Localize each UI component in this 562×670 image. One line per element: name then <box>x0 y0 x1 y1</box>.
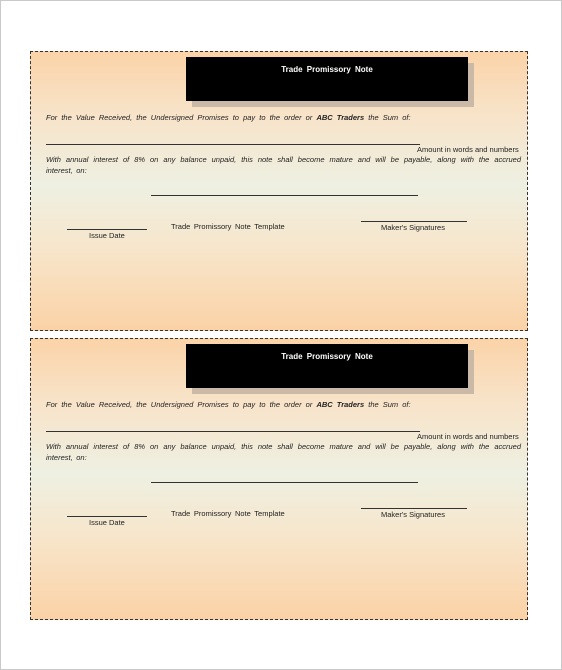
value-received-line <box>46 113 411 122</box>
makers-signature-label: Maker's Signatures <box>381 510 445 519</box>
promissory-note-2 <box>30 338 528 620</box>
issue-date-blank-line <box>67 516 147 517</box>
amount-label: Amount in words and numbers <box>417 145 519 154</box>
value-received-line <box>46 400 411 409</box>
amount-label: Amount in words and numbers <box>417 432 519 441</box>
signature-blank-line <box>361 508 467 509</box>
interest-text: With annual interest of 8% on any balance unpaid, this note shall become mature and will be payable, along with the accrued interest, on: <box>46 442 521 462</box>
payee-name: ABC Traders <box>316 400 365 409</box>
interest-text: With annual interest of 8% on any balance unpaid, this note shall become mature and will be payable, along with the accrued interest, on: <box>46 155 521 175</box>
template-label: Trade Promissory Note Template <box>171 509 285 518</box>
signature-blank-line <box>361 221 467 222</box>
amount-blank-line <box>46 431 420 432</box>
amount-blank-line <box>46 144 420 145</box>
note-title: Trade Promissory Note <box>186 57 468 101</box>
date-blank-line <box>151 195 418 196</box>
value-received-prefix: For the Value Received, the Undersigned Promises to pay to the order or <box>46 400 317 409</box>
value-received-suffix: the Sum of: <box>364 113 411 122</box>
issue-date-label: Issue Date <box>89 231 125 240</box>
payee-name: ABC Traders <box>316 113 365 122</box>
issue-date-label: Issue Date <box>89 518 125 527</box>
note-title: Trade Promissory Note <box>186 344 468 388</box>
template-label: Trade Promissory Note Template <box>171 222 285 231</box>
value-received-suffix: the Sum of: <box>364 400 411 409</box>
issue-date-blank-line <box>67 229 147 230</box>
makers-signature-label: Maker's Signatures <box>381 223 445 232</box>
promissory-note-1 <box>30 51 528 331</box>
value-received-prefix: For the Value Received, the Undersigned Promises to pay to the order or <box>46 113 317 122</box>
date-blank-line <box>151 482 418 483</box>
